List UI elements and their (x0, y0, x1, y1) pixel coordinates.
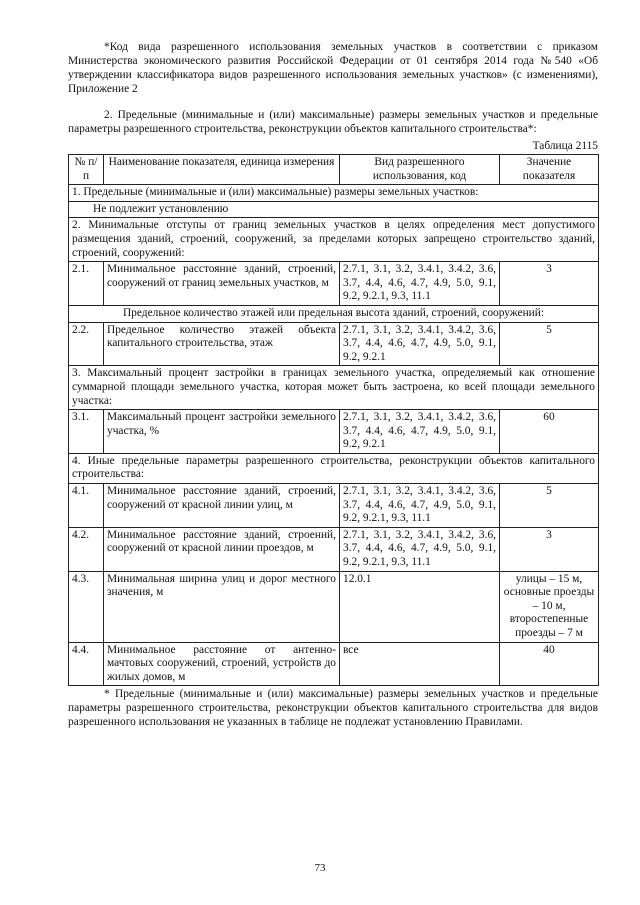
section-row (69, 453, 599, 483)
section-1-title: 1. Предельные (минимальные и (или) максимальные) размеры земельных участков: (69, 185, 599, 202)
section-2-subtitle: Предельное количество этажей или предельная высота зданий, строений, сооружений: (69, 305, 599, 322)
row-value: 60 (500, 410, 599, 454)
row-name: Максимальный процент застройки земельного участка, % (104, 410, 340, 454)
section-sub-row (69, 305, 599, 322)
row-name: Минимальное расстояние зданий, строений, сооружений от красной линии улиц, м (104, 484, 340, 528)
footnote-bottom: * Предельные (минимальные и (или) максимальные) размеры земельных участков и предельные параметры разрешенного строительства, реконструкции объектов капитального строительства для видов разрешенного использования не указанных в таблице не подлежат установлению Правилами. (68, 688, 598, 729)
table-row (69, 571, 599, 642)
row-name: Минимальное расстояние зданий, строений, сооружений от красной линии проездов, м (104, 527, 340, 571)
row-num: 4.4. (69, 642, 104, 686)
row-value: 5 (500, 484, 599, 528)
row-name: Предельное количество этажей объекта капитального строительства, этаж (104, 322, 340, 366)
row-kind: 2.7.1, 3.1, 3.2, 3.4.1, 3.4.2, 3.6, 3.7, 4.4, 4.6, 4.7, 4.9, 5.0, 9.1, 9.2, 9.2.1 (340, 322, 500, 366)
table-header-row (69, 155, 599, 185)
row-name: Минимальная ширина улиц и дорог местного значения, м (104, 571, 340, 642)
header-name: Наименование показателя, единица измерения (104, 155, 340, 185)
row-num: 2.2. (69, 322, 104, 366)
section-row (69, 185, 599, 202)
row-value: 3 (500, 527, 599, 571)
intro-paragraph: 2. Предельные (минимальные и (или) максимальные) размеры земельных участков и предельные параметры разрешенного строительства, реконструкции объектов капитального строительства*: (68, 109, 598, 135)
footnote-classifier: *Код вида разрешенного использования земельных участков в соответствии с приказом Министерства экономического развития Российской Федерации от 01 сентября 2014 года №540 «Об утверждении классификатора видов разрешенного использования земельных участков» (с изменениями), Приложение 2 (68, 41, 598, 95)
header-num: № п/п (69, 155, 104, 185)
row-num: 4.3. (69, 571, 104, 642)
section-2-title: 2. Минимальные отступы от границ земельных участков в целях определения мест допустимого размещения зданий, строений, сооружений, за пределами которых запрещено строительство зданий, строений, сооружений: (69, 218, 599, 262)
row-name: Минимальное расстояние зданий, строений, сооружений от границ земельных участков, м (104, 262, 340, 306)
row-kind: все (340, 642, 500, 686)
header-value: Значение показателя (500, 155, 599, 185)
row-kind: 2.7.1, 3.1, 3.2, 3.4.1, 3.4.2, 3.6, 3.7, 4.4, 4.6, 4.7, 4.9, 5.0, 9.1, 9.2, 9.2.1, 9.3, 11.1 (340, 527, 500, 571)
section-row (69, 366, 599, 410)
row-name: Минимальное расстояние от антенно-мачтовых сооружений, строений, устройств до жилых домов, м (104, 642, 340, 686)
section-sub-row (69, 201, 599, 218)
row-kind: 2.7.1, 3.1, 3.2, 3.4.1, 3.4.2, 3.6, 3.7, 4.4, 4.6, 4.7, 4.9, 5.0, 9.1, 9.2, 9.2.1 (340, 410, 500, 454)
row-value: 40 (500, 642, 599, 686)
section-row (69, 218, 599, 262)
table-row (69, 262, 599, 306)
spacer (68, 96, 598, 108)
row-value: улицы – 15 м, основные проезды – 10 м, второстепенные проезды – 7 м (500, 571, 599, 642)
row-value: 3 (500, 262, 599, 306)
row-num: 3.1. (69, 410, 104, 454)
row-num: 4.2. (69, 527, 104, 571)
row-num: 2.1. (69, 262, 104, 306)
row-value: 5 (500, 322, 599, 366)
section-3-title: 3. Максимальный процент застройки в границах земельного участка, определяемый как отношение суммарной площади земельного участка, которая может быть застроена, ко всей площади земельного участка: (69, 366, 599, 410)
header-kind: Вид разрешенного использования, код (340, 155, 500, 185)
row-kind: 12.0.1 (340, 571, 500, 642)
section-4-title: 4. Иные предельные параметры разрешенного строительства, реконструкции объектов капитального строительства: (69, 453, 599, 483)
parameters-table (68, 154, 599, 686)
row-kind: 2.7.1, 3.1, 3.2, 3.4.1, 3.4.2, 3.6, 3.7, 4.4, 4.6, 4.7, 4.9, 5.0, 9.1, 9.2, 9.2.1, 9.3, 11.1 (340, 262, 500, 306)
table-row (69, 410, 599, 454)
page-number: 73 (314, 862, 326, 874)
row-kind: 2.7.1, 3.1, 3.2, 3.4.1, 3.4.2, 3.6, 3.7, 4.4, 4.6, 4.7, 4.9, 5.0, 9.1, 9.2, 9.2.1, 9.3, 11.1 (340, 484, 500, 528)
table-row (69, 527, 599, 571)
table-row (69, 642, 599, 686)
table-row (69, 484, 599, 528)
document-page (68, 40, 598, 729)
table-caption: Таблица 2115 (532, 140, 598, 152)
section-1-note: Не подлежит установлению (69, 201, 599, 218)
row-num: 4.1. (69, 484, 104, 528)
table-row (69, 322, 599, 366)
